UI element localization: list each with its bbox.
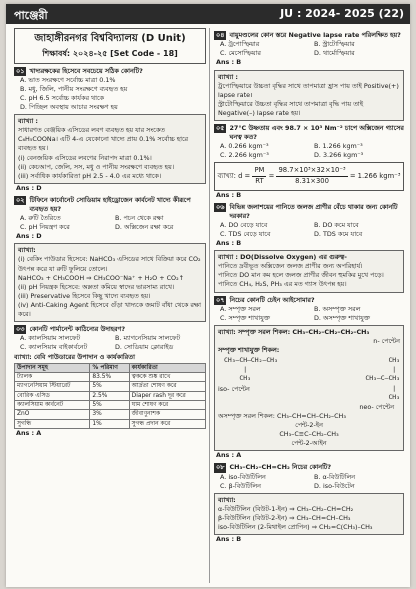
structure-label: iso- পেন্টেন — [218, 384, 250, 393]
session-subtitle: শিক্ষাবর্ষ: ২০২৪-২৫ [Set Code - 18] — [42, 49, 178, 59]
explanation-box — [214, 250, 404, 292]
university-box — [14, 28, 206, 64]
option-b: B. মধু, জিলি, পানীয় সংরক্ষণে ব্যবহৃত হয় — [20, 84, 128, 93]
option-b: B. স্ট্রাটোস্ফিয়ার — [314, 40, 355, 49]
question-number: ০১ — [16, 66, 25, 75]
page — [6, 4, 410, 587]
question-text: CH₃–CH₂–CH=CH₂ নিচের কোনটি? — [229, 463, 332, 472]
option-d: D. সোডিয়াম ক্লোরাইড — [115, 343, 174, 352]
table-cell: বোরিক এসিড — [15, 391, 90, 400]
right-column — [214, 28, 404, 583]
fraction-numerator: PM — [252, 166, 266, 177]
table-header: কার্যকারিতা — [129, 363, 205, 372]
branched-heading: সম্পৃক্ত শাখাযুক্ত শিকল: — [218, 346, 280, 355]
header-bar — [6, 4, 410, 24]
table-cell: 3% — [90, 410, 129, 419]
explanation-heading: ব্যাখ্যা: — [18, 246, 36, 255]
equals-sign: = — [268, 172, 275, 181]
table-cell: ট্যালক — [15, 372, 90, 381]
explanation-line: (ii) pH নিয়ন্ত্রক হিসেবে: অম্লতা কমিয়ে স্বাদের ভারসাম্য রাখে। — [18, 282, 175, 291]
option-b: B. ম্যাগনেসিয়াম সালফেট — [115, 334, 181, 343]
explanation-line: α-বিউটিলিন (বিউট-1-ইন) ⇒ CH₃–CH₂–CH=CH₂ — [218, 504, 354, 513]
question-number: ০৭ — [216, 295, 225, 304]
option-b: B. পচন থেকে রক্ষা — [115, 214, 164, 223]
option-b: B. α-বিউটিলিন — [314, 472, 356, 481]
option-a: A. রুটি তৈরিতে — [20, 214, 61, 223]
explanation-box — [214, 493, 404, 535]
question-number: ০৪ — [216, 31, 225, 39]
table-cell: সুগন্ধি — [15, 419, 90, 428]
table-cell: 2.5% — [90, 391, 129, 400]
explanation-heading: ব্যাখ্যা : DO(Dissolve Oxygen) এর গুরুত্ব- — [218, 253, 347, 262]
answer: Ans : A — [216, 451, 242, 460]
structure-label: পেন্ট-2-ইন — [295, 420, 323, 429]
table-header: উপাদান সমূহ — [15, 363, 90, 372]
explanation-heading: ব্যাখ্যা : — [18, 117, 38, 126]
iso-pentane-structure: CH₃–CH–CH₂–CH₃ | CH₃ — [224, 356, 278, 383]
question-text: 27°C উষ্ণতায় এবং 98.7 × 10³ Nm⁻² চাপে অক্সিজেন গ্যাসের ঘনত্ব কত? — [229, 123, 404, 142]
table-row — [15, 391, 206, 400]
question-text: বায়ুমণ্ডলের কোন স্তরে Negative lapse rate পরিলক্ষিত হয়? — [229, 31, 401, 39]
fraction-denominator: RT — [255, 176, 264, 185]
question-6 — [214, 203, 404, 293]
option-b: B. অসম্পৃক্ত সরল — [314, 304, 361, 313]
table-cell: ZnO — [15, 410, 90, 419]
question-text: কোনটি পার্মানেন্ট কাঠিন্যের উদাহরণ? — [29, 325, 126, 334]
question-2 — [14, 196, 206, 322]
option-a: A. ট্রপোস্ফিয়ার — [220, 40, 260, 49]
explanation-line: (i) বেকিং পাউডার হিসেবে: NaHCO₃ এসিডের সাথে বিক্রিয়া করে CO₂ উৎপন্ন করে যা রুটি ফুলিয়ে তোলে। — [18, 255, 201, 273]
option-c: C. সম্পৃক্ত শাখাযুক্ত — [220, 313, 270, 322]
option-a: A. DO বেড়ে যাবে — [220, 220, 268, 229]
explanation-line: (iii) সর্বাধিক কার্যকারিতা pH 2.5 - 4.0 এর মধ্যে থাকে। — [18, 171, 162, 180]
table-cell: ক্যালসিয়াম কার্বনেট — [15, 401, 90, 410]
table-cell: জীবাণুনাশক — [129, 410, 205, 419]
option-d: D. TDS কমে যাবে — [314, 230, 363, 238]
option-a: A. ভাত সংরক্ষণে সর্বোচ্চ মাত্রা 0.1% — [20, 75, 116, 84]
question-number: ০৩ — [16, 325, 25, 334]
table-cell: ম্যাগনেসিয়াম স্টিয়ারেট — [15, 382, 90, 391]
table-row — [15, 372, 206, 381]
question-8 — [214, 463, 404, 544]
option-a: A. iso-বিউটিলিন — [220, 472, 266, 481]
explanation-line: (iv) Anti-Caking Agent হিসেবে গুঁড়া খাদ্যকে জমাট বাঁধা থেকে রক্ষা করে। — [18, 300, 201, 319]
university-title: জাহাঙ্গীরনগর বিশ্ববিদ্যালয় (D Unit) — [34, 33, 186, 44]
explanation-box — [14, 243, 206, 322]
explanation-line: iso-বিউটিলিন (2-মিথাইল প্রোপিন) ⇒ CH₂=C(CH₃)–CH₃ — [218, 522, 373, 531]
option-a: A. 0.266 kgm⁻³ — [220, 142, 269, 151]
explanation-line: পানিতে দ্রবীভূত অক্সিজেন জলজ প্রাণীর জন্য অপরিহার্য। — [218, 262, 363, 271]
option-c: C. β-বিউটিলিন — [220, 481, 261, 490]
question-1 — [14, 67, 206, 193]
fraction-denominator: 8.31×300 — [295, 176, 329, 185]
option-c: C. TDS বেড়ে যাবে — [220, 230, 271, 238]
answer: Ans : B — [216, 239, 242, 248]
answer: Ans : B — [216, 58, 242, 67]
chemical-equation: NaHCO₃ + CH₃COOH ⇒ CH₃COO⁻Na⁺ + H₂O + CO₂↑ — [18, 273, 184, 282]
explanation-line: β-বিউটিলিন (বিউট-2-ইন) ⇒ CH₃–CH=CH–CH₃ — [218, 513, 351, 522]
neo-pentane-structure: CH₃ | CH₃–C–CH₃ | CH₃ — [365, 356, 400, 401]
explanation-line: সাধারণত বেঞ্জয়িক এসিডের লবণ ব্যবহৃত হয় যার সংকেত C₆H₅COONa। এটি 4-এ যেকোনো খাদ্যে প্রায় 0.1% সর্বোচ্চ হারে ব্যবহৃত হয়। — [18, 126, 189, 153]
fraction-pm-rt — [252, 166, 266, 186]
table-cell: 5% — [90, 401, 129, 410]
question-text: টিফিনে কার্বোনেট সোডিয়াম হাইড্রোজেন কার্বনেট খাদ্যে কীরূপে ব্যবহৃত হয়? — [29, 195, 191, 213]
density-formula — [214, 162, 404, 190]
explanation-heading: ব্যাখ্যা: — [218, 495, 236, 504]
explanation-line: স্ট্রাটোস্ফিয়ারে উচ্চতা বৃদ্ধির সাথে তাপমাত্রা বৃদ্ধি পায় তাই Negative(–) lapse rate হয়। — [218, 99, 364, 117]
table-cell: সুগন্ধ প্রদান করে — [129, 419, 205, 428]
pentyne-structure: CH₃–C≡C–CH₂–CH₃ — [279, 430, 339, 438]
explanation-line: (ii) কেচআপ, জেলি, সস, মধু ও পানীয় সংরক্ষণে ব্যবহৃত হয়। — [18, 162, 175, 171]
explanation-heading: ব্যাখ্যা : — [218, 72, 238, 81]
brand-name: পাঞ্জেরী — [14, 9, 48, 22]
explanation-line: ট্রপোস্ফিয়ারে উচ্চতা বৃদ্ধির সাথে তাপমাত্রা হ্রাস পায় তাই Positive(+) lapse rate। — [218, 81, 399, 99]
option-a: A. ক্যালসিয়াম সালফেট — [20, 334, 81, 343]
explanation-line: (i) বেনজয়িক এসিডের লবণের নিরাপদ মাত্রা 0.1%। — [18, 153, 152, 162]
table-row — [15, 382, 206, 391]
table-cell: 1% — [90, 419, 129, 428]
question-text: বিভিন্ন জলাশয়ের পানিতে জলজ প্রাণীর বেঁচে থাকার জন্য কোনটি দরকার? — [229, 202, 398, 220]
left-column — [14, 28, 206, 583]
option-d: D. অসম্পৃক্ত শাখাযুক্ত — [314, 313, 370, 322]
explanation-line: পানিতে CH₄, H₂S, PH₃ এর মত গ্যাস উৎপন্ন হয়। — [218, 280, 347, 289]
table-cell: ত্বককে শুষ্ক রাখে — [129, 372, 205, 381]
option-c: C. pH নিয়ন্ত্রণ করে — [20, 223, 70, 232]
option-d: D. পিচ্ছিল অবস্থায় আচার সংরক্ষণ হয় — [20, 103, 118, 112]
question-number: ০৬ — [216, 202, 225, 211]
table-header: % পরিমাণ — [90, 363, 129, 372]
option-b: B. 1.266 kgm⁻³ — [314, 142, 363, 151]
question-number: ০৮ — [216, 463, 225, 472]
table-cell: আর্দ্রতা শোষণ করে — [129, 382, 205, 391]
explanation-box — [214, 70, 404, 121]
option-c: C. মেসোস্ফিয়ার — [220, 49, 261, 58]
option-c: C. 2.266 kgm⁻³ — [220, 151, 269, 160]
answer: Ans : D — [16, 183, 42, 192]
column-divider — [209, 28, 210, 583]
formula-result: = 1.266 kgm⁻³ — [349, 172, 401, 181]
option-a: A. সম্পৃক্ত সরল — [220, 304, 261, 313]
explanation-line: পানিতে DO মান কম হলে জলজ প্রাণীর জীবন হুমকির মুখে পড়ে। — [218, 271, 384, 280]
table-cell: 83.5% — [90, 372, 129, 381]
structure-label: n- পেন্টেন — [373, 337, 400, 346]
structure-label: পেন্ট-2-আইন — [291, 439, 327, 448]
question-text: খাদ্যরক্ষকের হিসেবে সবচেয়ে সঠিক কোনটি? — [29, 66, 143, 75]
explanation-heading: ব্যাখ্যা: সম্পৃক্ত সরল শিকল: CH₃–CH₂–CH₂–CH₂–CH₃ — [218, 327, 370, 336]
option-d: D. থার্মোস্ফিয়ার — [314, 49, 355, 58]
fraction-numerator: 98.7×10³×32×10⁻³ — [276, 166, 347, 177]
table-row — [15, 410, 206, 419]
formula-lhs: ব্যাখ্যা: d = — [217, 172, 251, 181]
explanation-line: (iii) Preservative হিসেবে কিছু খাদ্যে ব্যবহৃত হয়। — [18, 291, 151, 300]
table-title: ব্যাখ্যা: বেবি পাউডারের উপাদান ও কার্যকারিতা — [14, 352, 135, 361]
option-d: D. অক্সিজেন রক্ষা করে — [115, 223, 174, 232]
table-cell: ঘাম শোষণ করে — [129, 401, 205, 410]
explanation-box — [214, 325, 404, 451]
unsaturated-heading: অসম্পৃক্ত সরল শিকল: CH₃–CH=CH–CH₂–CH₃ — [218, 411, 346, 420]
ingredient-table — [14, 363, 206, 430]
table-row — [15, 419, 206, 428]
question-3 — [14, 325, 206, 438]
table-row — [15, 401, 206, 410]
question-5 — [214, 124, 404, 200]
question-7 — [214, 296, 404, 461]
table-cell: 5% — [90, 382, 129, 391]
question-text: নিচের কোনটি চেইন আইসোমার? — [229, 295, 315, 304]
table-cell: Diaper rash দূর করে — [129, 391, 205, 400]
option-d: D. iso-বিউটেন — [314, 481, 355, 490]
option-b: B. DO কমে যাবে — [314, 220, 359, 229]
option-d: D. 3.266 kgm⁻³ — [314, 151, 364, 160]
answer: Ans : B — [216, 190, 242, 199]
option-c: C. ক্যালসিয়াম বাইকার্বনেট — [20, 343, 88, 352]
fraction-values — [276, 166, 347, 186]
option-c: C. pH 6.5 সর্বোচ্চ কার্যকর থাকে — [20, 93, 105, 102]
question-number: ০২ — [16, 195, 25, 204]
answer: Ans : B — [216, 535, 242, 544]
structure-label: neo- পেন্টেন — [359, 402, 395, 411]
explanation-box — [14, 114, 206, 184]
answer: Ans : D — [16, 232, 42, 241]
exam-code: JU : 2024- 2025 (22) — [280, 7, 404, 20]
answer: Ans : A — [16, 429, 42, 438]
question-4 — [214, 31, 404, 121]
question-number: ০৫ — [216, 123, 225, 132]
